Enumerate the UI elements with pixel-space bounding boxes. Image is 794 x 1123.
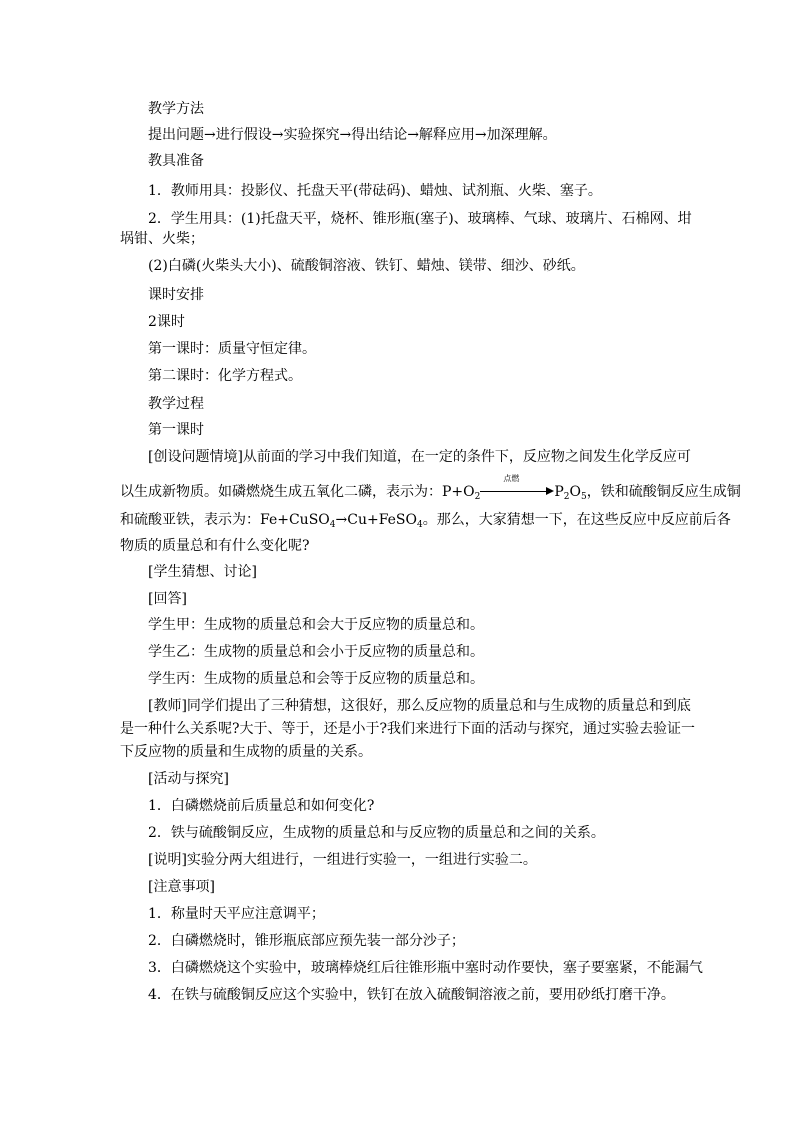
process-title: 教学过程 <box>148 396 204 412</box>
teacher-tools: 1．教师用具：投影仪、托盘天平(带砝码)、蜡烛、试剂瓶、火柴、塞子。 <box>148 183 602 199</box>
scenario-line3-part1: 和硫酸亚铁，表示为：Fe+CuSO <box>120 512 330 528</box>
note-2: 2．白磷燃烧时，锥形瓶底部应预先装一部分沙子； <box>148 933 465 949</box>
scenario-line3-part3: 。那么，大家猜想一下，在这些反应中反应前后各 <box>422 512 731 528</box>
note-1: 1．称量时天平应注意调平； <box>148 906 325 922</box>
activity-2: 2．铁与硫酸铜反应，生成物的质量总和与反应物的质量总和之间的关系。 <box>148 825 605 841</box>
notes-title: [注意事项] <box>148 879 215 895</box>
reaction-arrow <box>480 474 554 501</box>
scenario-line4: 物质的质量总和有什么变化呢? <box>120 538 310 554</box>
teaching-method-text: 提出问题→进行假设→实验探究→得出结论→解释应用→加深理解。 <box>148 127 557 143</box>
teacher-line2: 是一种什么关系呢?大于、等于，还是小于?我们来进行下面的活动与探究，通过实验去验证一 <box>120 721 696 737</box>
activity-title: [活动与探究] <box>148 771 229 787</box>
student-tools-line3: (2)白磷(火柴头大小)、硫酸铜溶液、铁钉、蜡烛、镁带、细沙、砂纸。 <box>148 258 585 274</box>
teacher-line1: [教师]同学们提出了三种猜想，这很好，那么反应物的质量总和与生成物的质量总和到底 <box>148 698 691 714</box>
schedule-first: 第一课时：质量守恒定律。 <box>148 341 316 357</box>
subscript-2: 2 <box>563 492 570 502</box>
p2o5-p: P <box>554 484 564 500</box>
activity-1: 1．白磷燃烧前后质量总和如何变化? <box>148 798 375 814</box>
schedule-hours: 2课时 <box>148 314 185 330</box>
note-3: 3．白磷燃烧这个实验中，玻璃棒烧红后往锥形瓶中塞时动作要快，塞子要塞紧，不能漏气 <box>148 960 703 976</box>
scenario-line2 <box>120 474 741 503</box>
student-tools-line2: 埚钳、火柴； <box>120 231 204 247</box>
student-tools-line1: 2．学生用具：(1)托盘天平，烧杯、锥形瓶(塞子)、玻璃棒、气球、玻璃片、石棉网、坩 <box>148 211 692 227</box>
student-c: 学生丙：生成物的质量总和会等于反应物的质量总和。 <box>148 671 484 687</box>
scenario-line3 <box>120 511 731 531</box>
guess-title: [学生猜想、讨论] <box>148 564 257 580</box>
first-class-label: 第一课时 <box>148 422 204 438</box>
scenario-line2-part1: 以生成新物质。如磷燃烧生成五氧化二磷，表示为：P+O <box>120 484 475 500</box>
subscript-4b: 4 <box>417 520 423 530</box>
equipment-title: 教具准备 <box>148 153 204 169</box>
teaching-method-title: 教学方法 <box>148 101 204 117</box>
explain-text: [说明]实验分两大组进行，一组进行实验一，一组进行实验二。 <box>148 852 537 868</box>
arrow-condition-label: 点燃 <box>503 474 520 483</box>
arrow-head-icon <box>546 487 554 495</box>
answer-title: [回答] <box>148 591 187 607</box>
student-a: 学生甲：生成物的质量总和会大于反应物的质量总和。 <box>148 617 484 633</box>
scenario-line3-part2: →Cu+FeSO <box>335 512 417 528</box>
note-4: 4．在铁与硫酸铜反应这个实验中，铁钉在放入硫酸铜溶液之前，要用砂纸打磨干净。 <box>148 987 675 1003</box>
arrow-line <box>480 491 548 492</box>
schedule-title: 课时安排 <box>148 287 204 303</box>
subscript-4a: 4 <box>329 520 336 530</box>
scenario-line1: [创设问题情境]从前面的学习中我们知道，在一定的条件下，反应物之间发生化学反应可 <box>148 449 691 465</box>
subscript-o2: 2 <box>474 492 481 502</box>
student-b: 学生乙：生成物的质量总和会小于反应物的质量总和。 <box>148 644 484 660</box>
scenario-line2-part2: ，铁和硫酸铜反应生成铜 <box>586 484 741 500</box>
subscript-5: 5 <box>581 492 587 502</box>
teacher-line3: 下反应物的质量和生成物的质量的关系。 <box>120 744 372 760</box>
schedule-second: 第二课时：化学方程式。 <box>148 368 302 384</box>
p2o5-o: O <box>569 484 582 500</box>
